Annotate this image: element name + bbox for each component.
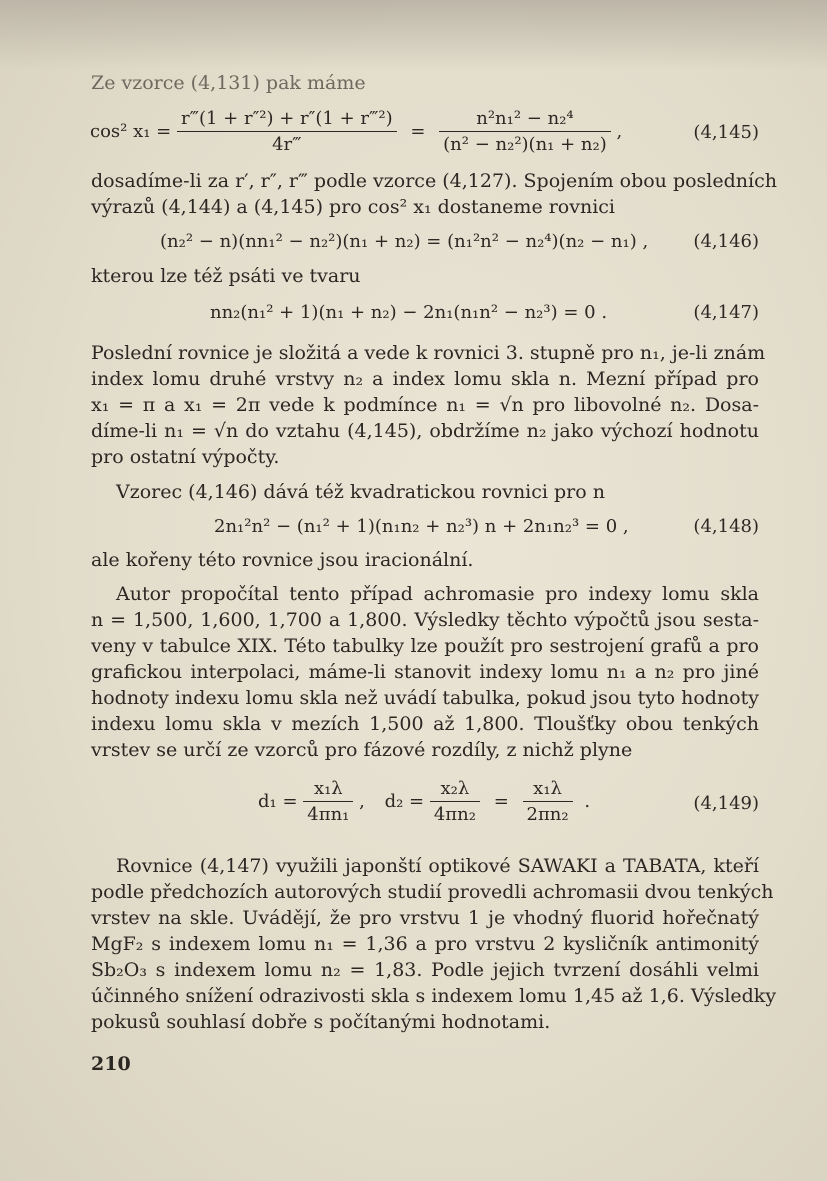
eq-lhs: d₁ = — [258, 791, 298, 812]
equation-4-146: (n₂² − n)(nn₁² − n₂²)(n₁ + n₂) = (n₁²n² − n₂⁴)(n₂ − n₁) , — [160, 231, 649, 252]
fraction-numerator: x₁λ — [523, 778, 573, 802]
fraction-denominator: 2πn₂ — [526, 804, 569, 825]
paragraph-line: pokusů souhlasí dobře s počítanými hodnotami. — [91, 1011, 551, 1033]
scan-shadow — [0, 0, 827, 70]
paragraph-line: Vzorec (4,146) dává též kvadratickou rovnici pro n — [116, 481, 605, 503]
eq-sign: = — [410, 121, 426, 142]
equation-4-145 — [90, 108, 622, 155]
paragraph-line: Poslední rovnice je složitá a vede k rovnici 3. stupně pro n₁, je-li znám — [91, 342, 766, 364]
page-number: 210 — [91, 1053, 131, 1075]
eq-sign: = — [493, 791, 509, 812]
fraction-denominator: 4πn₂ — [433, 804, 476, 825]
paragraph-line: vrstev na skle. Uvádějí, že pro vrstvu 1 je vhodný fluorid hořečnatý — [91, 907, 759, 929]
paragraph-line: grafickou interpolaci, máme-li stanovit indexy lomu n₁ a n₂ pro jiné — [91, 661, 759, 683]
paragraph-line: Rovnice (4,147) využili japonští optikové SAWAKI a TABATA, kteří — [116, 855, 759, 877]
paragraph-line: hodnoty indexu lomu skla než uvádí tabulka, pokud jsou tyto hodnoty — [91, 687, 759, 709]
equation-number: (4,148) — [693, 516, 759, 537]
fraction-numerator: r‴(1 + r″²) + r″(1 + r‴²) — [177, 108, 397, 132]
equation-4-148: 2n₁²n² − (n₁² + 1)(n₁n₂ + n₂³) n + 2n₁n₂³ = 0 , — [214, 516, 629, 537]
eq-lhs: cos² x₁ = — [90, 121, 172, 142]
paragraph-line: dosadíme-li za r′, r″, r‴ podle vzorce (4,127). Spojením obou posledních — [91, 170, 777, 192]
equation-4-149 — [258, 778, 590, 825]
paragraph-line: x₁ = π a x₁ = 2π vede k podmínce n₁ = √n pro libovolné n₂. Dosa- — [91, 394, 759, 416]
fraction-numerator: n²n₁² − n₂⁴ — [439, 108, 611, 132]
paragraph-line: Sb₂O₃ s indexem lomu n₂ = 1,83. Podle jejich tvrzení dosáhli velmi — [91, 959, 759, 981]
eq-fraction — [177, 108, 397, 155]
equation-number: (4,146) — [693, 231, 759, 252]
paragraph-line: pro ostatní výpočty. — [91, 446, 280, 468]
paragraph-line: účinného snížení odrazivosti skla s indexem lomu 1,45 až 1,6. Výsledky — [91, 985, 777, 1007]
paragraph-line: díme-li n₁ = √n do vztahu (4,145), obdržíme n₂ jako výchozí hodnotu — [91, 420, 759, 442]
paragraph-line: výrazů (4,144) a (4,145) pro cos² x₁ dostaneme rovnici — [91, 196, 616, 218]
eq-comma: , — [616, 121, 623, 142]
equation-number: (4,145) — [693, 122, 759, 143]
paragraph-line: MgF₂ s indexem lomu n₁ = 1,36 a pro vrstvu 2 kysličník antimonitý — [91, 933, 759, 955]
fraction-denominator: (n² − n₂²)(n₁ + n₂) — [443, 134, 607, 155]
intro-line: Ze vzorce (4,131) pak máme — [91, 72, 366, 94]
fraction-numerator: x₂λ — [430, 778, 480, 802]
paragraph-line: kterou lze též psáti ve tvaru — [91, 265, 361, 287]
eq-fraction — [430, 778, 480, 825]
eq-fraction — [523, 778, 573, 825]
fraction-denominator: 4πn₁ — [307, 804, 350, 825]
equation-number: (4,149) — [693, 793, 759, 814]
eq-comma: , — [359, 791, 365, 812]
paragraph-line: vrstev se určí ze vzorců pro fázové rozdíly, z nichž plyne — [91, 739, 633, 761]
paragraph-line: Autor propočítal tento případ achromasie pro indexy lomu skla — [116, 583, 759, 605]
eq-period: . — [584, 791, 591, 812]
eq-lhs: d₂ = — [384, 791, 425, 812]
equation-4-147: nn₂(n₁² + 1)(n₁ + n₂) − 2n₁(n₁n² − n₂³) = 0 . — [210, 302, 608, 323]
eq-fraction — [303, 778, 353, 825]
paragraph-line: veny v tabulce XIX. Této tabulky lze použít pro sestrojení grafů a pro — [91, 635, 759, 657]
paragraph-line: podle předchozích autorových studií provedli achromasii dvou tenkých — [91, 881, 774, 903]
paragraph-line: indexu lomu skla v mezích 1,500 až 1,800. Tloušťky obou tenkých — [91, 713, 759, 735]
paragraph-line: ale kořeny této rovnice jsou iracionální. — [91, 549, 474, 571]
fraction-numerator: x₁λ — [303, 778, 353, 802]
equation-number: (4,147) — [693, 302, 759, 323]
paragraph-line: index lomu druhé vrstvy n₂ a index lomu skla n. Mezní případ pro — [91, 368, 759, 390]
eq-fraction — [439, 108, 611, 155]
fraction-denominator: 4r‴ — [272, 134, 302, 155]
paragraph-line: n = 1,500, 1,600, 1,700 a 1,800. Výsledky těchto výpočtů jsou sesta- — [91, 609, 759, 631]
